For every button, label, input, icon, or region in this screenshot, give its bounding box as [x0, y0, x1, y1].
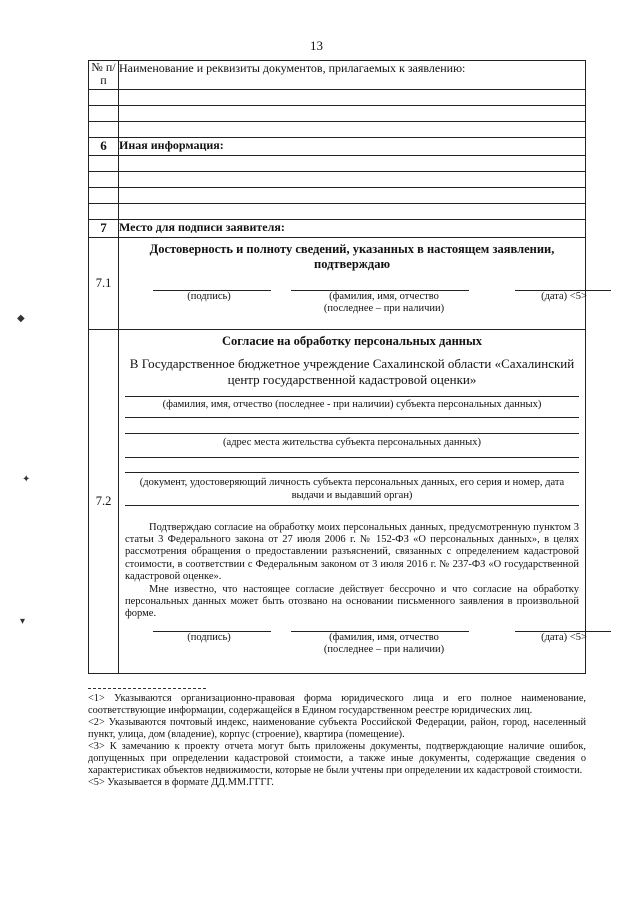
- num-header: № п/п: [89, 61, 119, 90]
- signature-caption: (подпись): [187, 291, 231, 302]
- signature-caption: (подпись): [187, 631, 231, 643]
- name-caption-2: (последнее – при наличии): [323, 303, 445, 314]
- name-caption: (фамилия, имя, отчество: [329, 631, 439, 643]
- blank-row: [89, 204, 586, 220]
- date-caption: (дата) <5>: [541, 631, 587, 643]
- section6-title: Иная информация:: [119, 138, 586, 156]
- consent-paragraph-1: Подтверждаю согласие на обработку моих персональных данных, предусмотренную пунктом 3 статьи 3 Федерального закона от 27 июля 2006 г. № 152-ФЗ «О персональных данных», в целях рассмотрения обращения о предоставлении разъяснений, связанных с определением кадастровой стоимости, в соответствии с Федеральным законом от 3 июля 2016 г. № 237-ФЗ «О государственной кадастровой оценке».: [125, 522, 579, 582]
- section7-title: Место для подписи заявителя:: [119, 220, 586, 238]
- section7-row: [89, 220, 586, 238]
- footnote-5: <5> Указывается в формате ДД.ММ.ГГГГ.: [88, 777, 274, 788]
- blank-row: [89, 106, 586, 122]
- consent-addressee: В Государственное бюджетное учреждение Сахалинской области «Сахалинский центр государственной кадастровой оценки»: [129, 356, 575, 387]
- row71-content: [119, 238, 586, 330]
- section6-row: [89, 138, 586, 156]
- documents-header: Наименование и реквизиты документов, прилагаемых к заявлению:: [119, 61, 586, 90]
- row72-content: [119, 330, 586, 674]
- document-caption: (документ, удостоверяющий личность субъекта персональных данных, его серия и номер, дата выдачи и выдавший орган): [139, 477, 565, 501]
- row72-signature-block: [119, 631, 585, 665]
- footnote-separator: [88, 688, 206, 689]
- date-caption: (дата) <5>: [541, 291, 587, 302]
- scan-mark: ◆: [17, 313, 25, 324]
- row71-title: Достоверность и полноту сведений, указанных в настоящем заявлении, подтверждаю: [149, 242, 555, 271]
- name-caption: (фамилия, имя, отчество: [329, 291, 439, 302]
- row-7-1: [89, 238, 586, 330]
- page-number: 13: [310, 38, 323, 53]
- header-row: [89, 61, 586, 90]
- consent-title: Согласие на обработку персональных данных: [221, 334, 482, 348]
- row71-number: 7.1: [89, 238, 119, 330]
- blank-row: [89, 188, 586, 204]
- address-caption: (адрес места жительства субъекта персональных данных): [223, 437, 481, 448]
- footnote-3: <3> К замечанию к проекту отчета могут быть приложены документы, подтверждающие наличие ошибок, допущенных при определении кадастровой стоимости, а также иные документы, содержащие сведения о характеристиках объектов недвижимости, которые не были учтены при определении их кадастровой стоимости.: [88, 741, 586, 776]
- row71-signature-block: [119, 290, 585, 324]
- scan-mark: ▾: [20, 616, 26, 627]
- scan-mark: ✦: [22, 474, 31, 485]
- row72-number: 7.2: [89, 330, 119, 674]
- blank-row: [89, 122, 586, 138]
- fio-line-2: [125, 417, 579, 418]
- address-line-2: [125, 457, 579, 458]
- footnotes: [88, 688, 586, 789]
- footnote-1: <1> Указываются организационно-правовая форма юридического лица и его полное наименование, соответствующие информации, содержащейся в Едином государственном реестре юридических лиц.: [88, 693, 586, 716]
- row-7-2: [89, 330, 586, 674]
- section6-number: 6: [89, 138, 119, 156]
- name-caption-2: (последнее – при наличии): [323, 643, 445, 655]
- footnote-2: <2> Указываются почтовый индекс, наименование субъекта Российской Федерации, район, город, населенный пункт, улица, дом (владение), корпус (строение), квартира (помещение).: [88, 717, 586, 740]
- section7-number: 7: [89, 220, 119, 238]
- fio-caption: (фамилия, имя, отчество (последнее - при наличии) субъекта персональных данных): [162, 399, 542, 410]
- consent-paragraph-2: Мне известно, что настоящее согласие действует бессрочно и что согласие на обработку персональных данных может быть отозвано на основании письменного заявления в произвольной форме.: [125, 584, 579, 620]
- blank-row: [89, 90, 586, 106]
- document-line-2: [125, 505, 579, 506]
- blank-row: [89, 172, 586, 188]
- blank-row: [89, 156, 586, 172]
- application-table: [88, 60, 586, 674]
